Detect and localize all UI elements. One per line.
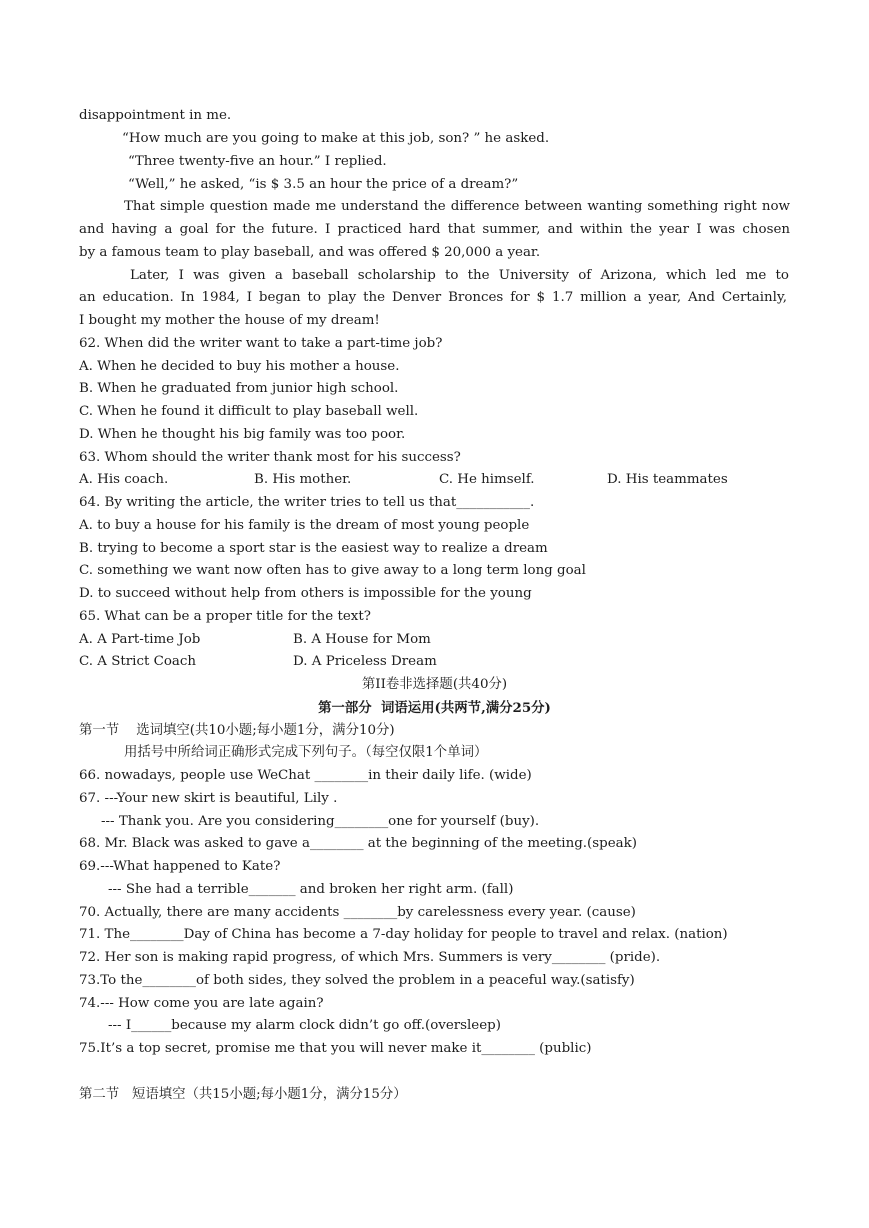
answer-option: C. A Strict Coach: [79, 654, 196, 669]
passage-line: disappointment in me.: [79, 108, 232, 123]
fill-item: 75.It’s a top secret, promise me that you will never make it________ (public): [79, 1041, 592, 1056]
fill-item: 69.---What happened to Kate?: [79, 859, 281, 874]
fill-item: 71. The________Day of China has become a 7-day holiday for people to travel and relax. (nation): [79, 927, 728, 942]
passage-line: Later, I was given a baseball scholarship to the University of Arizona, which led me to: [130, 268, 789, 283]
fill-item: 67. ---Your new skirt is beautiful, Lily .: [79, 791, 338, 806]
fill-item: 66. nowadays, people use WeChat ________in their daily life. (wide): [79, 768, 532, 783]
answer-option: C. He himself.: [439, 472, 535, 487]
passage-line: and having a goal for the future. I practiced hard that summer, and within the year I was chosen: [79, 222, 790, 237]
subsection-heading: 第二节 短语填空（共15小题;每小题1分，满分15分）: [79, 1087, 407, 1102]
answer-option: D. His teammates: [607, 472, 728, 487]
passage-line: “Three twenty-five an hour.” I replied.: [128, 154, 387, 169]
fill-item: --- I______because my alarm clock didn’t go off.(oversleep): [108, 1018, 501, 1033]
passage-line: an education. In 1984, I began to play the Denver Bronces for $ 1.7 million a year, And Certainly,: [79, 290, 787, 305]
answer-option: D. to succeed without help from others is impossible for the young: [79, 586, 532, 601]
question-stem: 62. When did the writer want to take a part-time job?: [79, 336, 443, 351]
instruction: 用括号中所给词正确形式完成下列句子。（每空仅限1个单词）: [124, 745, 488, 760]
answer-option: D. When he thought his big family was too poor.: [79, 427, 406, 442]
answer-option: B. His mother.: [254, 472, 352, 487]
answer-option: A. His coach.: [79, 472, 169, 487]
answer-option: C. something we want now often has to give away to a long term long goal: [79, 563, 586, 578]
passage-line: I bought my mother the house of my dream!: [79, 313, 380, 328]
answer-option: B. A House for Mom: [293, 632, 431, 647]
fill-item: 73.To the________of both sides, they solved the problem in a peaceful way.(satisfy): [79, 973, 635, 988]
answer-option: A. to buy a house for his family is the dream of most young people: [79, 518, 530, 533]
fill-item: 70. Actually, there are many accidents ________by carelessness every year. (cause): [79, 905, 636, 920]
passage-line: “How much are you going to make at this job, son? ” he asked.: [122, 131, 550, 146]
passage-line: “Well,” he asked, “is $ 3.5 an hour the price of a dream?”: [128, 177, 519, 192]
fill-item: 68. Mr. Black was asked to gave a________ at the beginning of the meeting.(speak): [79, 836, 637, 851]
subsection-heading: 第一节 选词填空(共10小题;每小题1分，满分10分): [79, 723, 395, 738]
question-stem: 64. By writing the article, the writer tries to tell us that___________.: [79, 495, 535, 510]
fill-item: --- She had a terrible_______ and broken her right arm. (fall): [108, 882, 514, 897]
fill-item: 72. Her son is making rapid progress, of which Mrs. Summers is very________ (pride).: [79, 950, 661, 965]
answer-option: C. When he found it difficult to play baseball well.: [79, 404, 419, 419]
section-title: 第II卷非选择题(共40分): [361, 677, 508, 692]
question-stem: 65. What can be a proper title for the text?: [79, 609, 371, 624]
passage-line: by a famous team to play baseball, and was offered $ 20,000 a year.: [79, 245, 541, 260]
passage-line: That simple question made me understand the difference between wanting something right now: [124, 199, 790, 214]
answer-option: A. A Part-time Job: [79, 632, 201, 647]
fill-item: --- Thank you. Are you considering________one for yourself (buy).: [101, 814, 540, 829]
part-title: 第一部分 词语运用(共两节,满分25分): [318, 700, 551, 716]
answer-option: D. A Priceless Dream: [293, 654, 437, 669]
fill-item: 74.--- How come you are late again?: [79, 996, 324, 1011]
answer-option: B. trying to become a sport star is the easiest way to realize a dream: [79, 541, 548, 556]
question-stem: 63. Whom should the writer thank most for his success?: [79, 450, 461, 465]
answer-option: B. When he graduated from junior high school.: [79, 381, 399, 396]
answer-option: A. When he decided to buy his mother a house.: [79, 359, 400, 374]
